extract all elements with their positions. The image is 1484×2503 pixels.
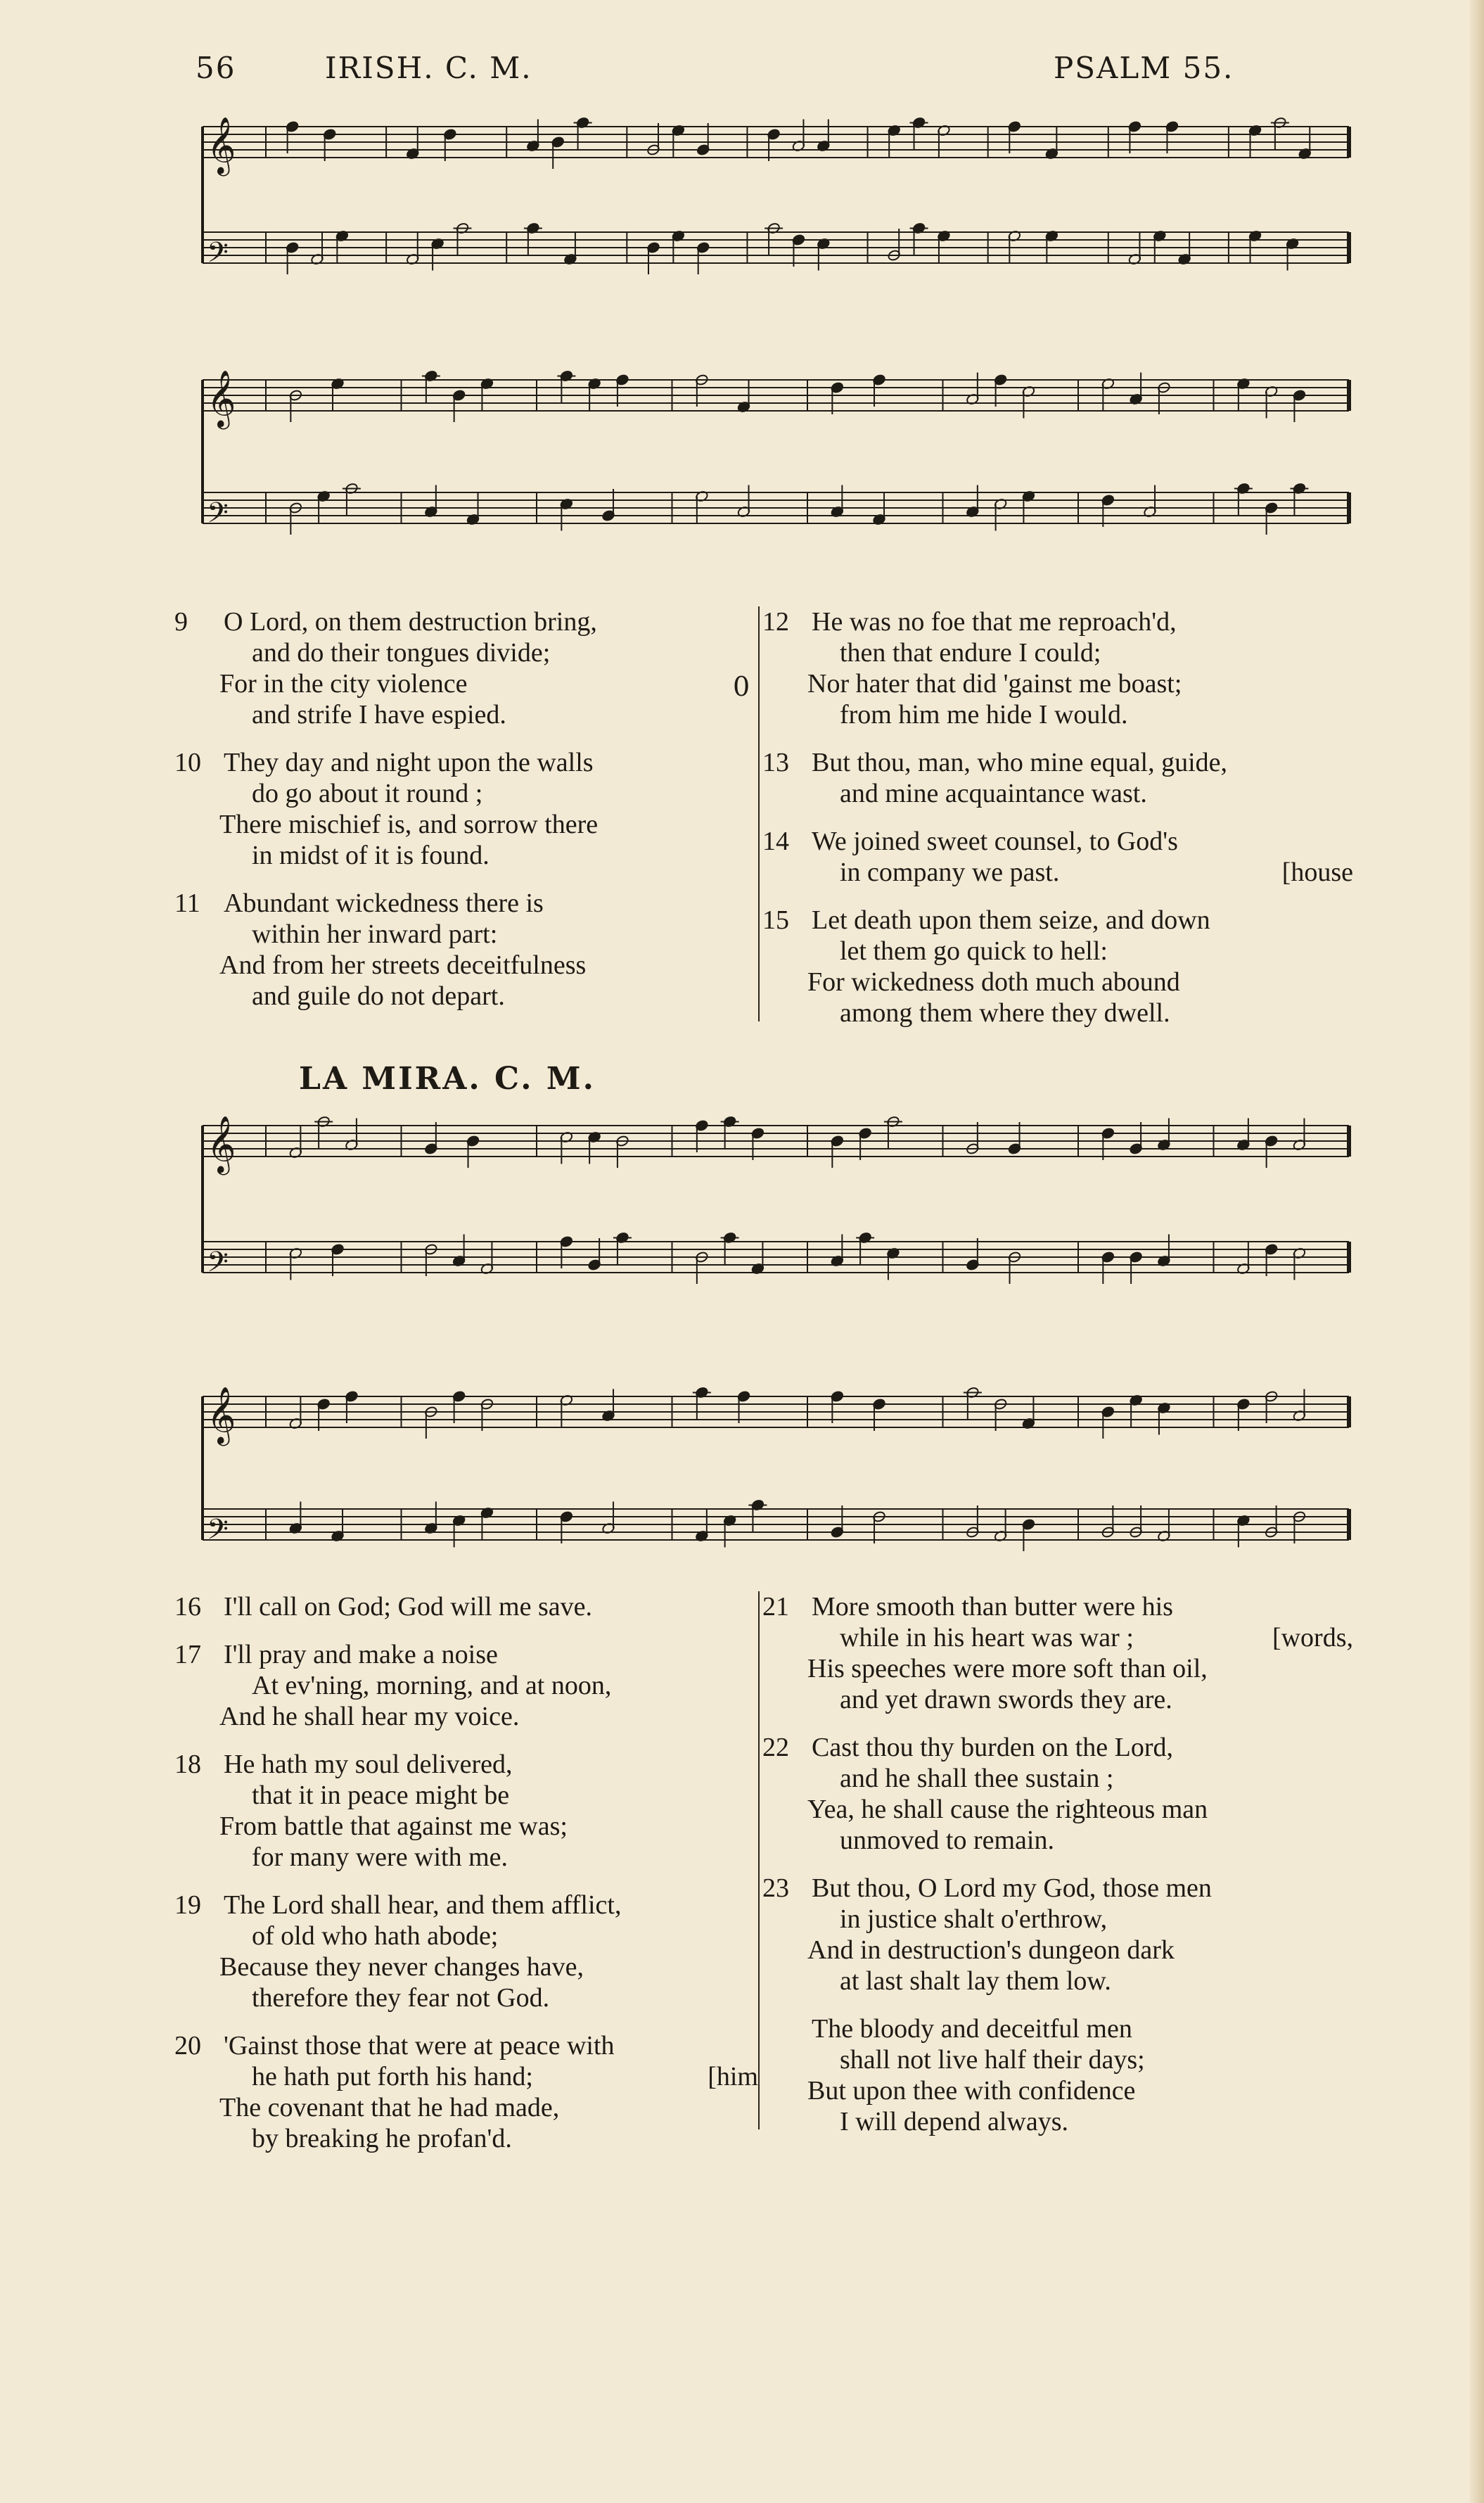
stray-mark: 0	[733, 671, 750, 702]
verse-line: His speeches were more soft than oil,	[807, 1654, 1208, 1683]
verse-line: and mine acquaintance wast.	[840, 779, 1147, 808]
verse-number: 14	[762, 827, 789, 856]
verses-psalm55-left	[174, 606, 758, 1028]
verse-line: He hath my soul delivered, 18	[174, 1750, 513, 1779]
verse-line: I'll call on God; God will me save. 16	[174, 1592, 592, 1622]
staff-svg	[188, 352, 1356, 577]
verse-line: But upon thee with confidence	[807, 2076, 1136, 2106]
stanza	[762, 1873, 1353, 1996]
verse-line: From battle that against me was;	[219, 1811, 568, 1841]
stanza	[174, 1890, 758, 2013]
treble-clef-icon: 𝄞	[207, 1386, 236, 1444]
page-header	[0, 51, 1484, 100]
verse-line: and do their tongues divide;	[252, 638, 551, 668]
verse-line: do go about it round ;	[252, 779, 483, 808]
music-system-lamira-2	[188, 1368, 1356, 1593]
verse-line: For in the city violence	[219, 669, 468, 699]
verse-line: Nor hater that did 'gainst me boast;	[807, 669, 1182, 699]
page-number: 56	[196, 51, 236, 85]
staff-svg	[188, 98, 1356, 310]
treble-clef-icon: 𝄞	[207, 369, 236, 427]
verse-line: for many were with me.	[252, 1842, 508, 1872]
verse-line: and yet drawn swords they are.	[840, 1685, 1172, 1714]
verse-line: Cast thou thy burden on the Lord, 22	[762, 1733, 1173, 1762]
verse-line: But thou, O Lord my God, those men 23	[762, 1873, 1212, 1903]
treble-clef-icon: 𝄞	[207, 116, 236, 174]
staff-svg	[188, 1097, 1356, 1330]
treble-clef-icon: 𝄞	[207, 1115, 236, 1173]
stanza	[762, 1732, 1353, 1856]
verse-line: and guile do not depart.	[252, 981, 505, 1011]
verse-line: therefore they fear not God.	[252, 1983, 550, 2013]
stanza	[174, 1639, 758, 1732]
overflow-word: [house	[1281, 858, 1353, 887]
bass-clef-icon: 𝄢	[207, 1246, 229, 1285]
tune-title-la-mira: LA MIRA. C. M.	[299, 1061, 596, 1097]
stanza	[174, 1749, 758, 1873]
verse-number: 17	[174, 1640, 201, 1669]
verse-line: There mischief is, and sorrow there	[219, 810, 599, 839]
verse-line: unmoved to remain.	[840, 1826, 1054, 1855]
verse-number: 22	[762, 1733, 789, 1762]
verse-line: And he shall hear my voice.	[219, 1702, 520, 1731]
verse-line: from him me hide I would.	[840, 700, 1128, 730]
verse-line: in company we past.	[840, 858, 1060, 887]
verse-line: I will depend always.	[840, 2107, 1069, 2136]
verse-line: At ev'ning, morning, and at noon,	[252, 1671, 612, 1700]
verse-line: that it in peace might be	[252, 1781, 510, 1810]
verse-line: More smooth than butter were his 21 [words,	[762, 1592, 1353, 1652]
verse-line: The bloody and deceitful men	[812, 2014, 1132, 2044]
stanza	[762, 2013, 1353, 2137]
verse-number: 23	[762, 1873, 789, 1903]
verse-line: The covenant that he had made,	[219, 2093, 560, 2122]
stanza	[174, 747, 758, 871]
verse-line: For wickedness doth much abound	[807, 967, 1180, 997]
verse-line: by breaking he profan'd.	[252, 2124, 512, 2153]
music-system-irish-1	[188, 98, 1356, 310]
overflow-word: [him	[708, 2062, 758, 2091]
verse-number: 9	[174, 607, 188, 637]
music-system-lamira-1	[188, 1097, 1356, 1330]
verse-line: within her inward part:	[252, 919, 498, 949]
verse-number: 20	[174, 2031, 201, 2061]
verse-number: 21	[762, 1592, 789, 1622]
verse-line: The Lord shall hear, and them afflict, 19	[174, 1890, 622, 1920]
psalm-heading: PSALM 55.	[1054, 51, 1234, 85]
bass-clef-icon: 𝄢	[207, 236, 229, 276]
column-divider	[758, 606, 760, 1021]
verse-line: Yea, he shall cause the righteous man	[807, 1795, 1208, 1824]
verse-line: then that endure I could;	[840, 638, 1101, 668]
page-edge	[1470, 0, 1484, 2503]
verses-psalm55-right	[762, 606, 1353, 1045]
overflow-word: [words,	[1272, 1623, 1353, 1652]
verses-lamira-left	[174, 1591, 758, 2171]
verse-line: Let death upon them seize, and down 15	[762, 905, 1210, 935]
stanza	[174, 606, 758, 730]
verse-number: 13	[762, 748, 789, 777]
verse-line: among them where they dwell.	[840, 998, 1170, 1028]
stanza	[174, 1591, 758, 1622]
stanza	[762, 1591, 1353, 1715]
verse-line: He was no foe that me reproach'd, 12	[762, 607, 1177, 637]
verse-number: 11	[174, 889, 200, 918]
verse-line: I'll pray and make a noise 17	[174, 1640, 498, 1669]
verse-line: shall not live half their days;	[840, 2045, 1145, 2075]
verse-line: and strife I have espied.	[252, 700, 506, 730]
verse-number: 12	[762, 607, 789, 637]
verse-line: We joined sweet counsel, to God's 14 [house	[762, 827, 1353, 887]
verse-line: Abundant wickedness there is 11	[174, 889, 544, 918]
verse-line: 'Gainst those that were at peace with 20 [him	[174, 2031, 758, 2091]
stanza	[762, 826, 1353, 888]
verse-line: while in his heart was war ;	[840, 1623, 1134, 1652]
tune-title-irish: IRISH. C. M.	[325, 51, 532, 85]
bass-clef-icon: 𝄢	[207, 497, 229, 536]
stanza	[174, 2030, 758, 2154]
staff-svg	[188, 1368, 1356, 1593]
verse-number: 18	[174, 1750, 201, 1779]
verse-line: But thou, man, who mine equal, guide, 13	[762, 748, 1228, 777]
music-system-irish-2	[188, 352, 1356, 577]
verse-line: And in destruction's dungeon dark	[807, 1935, 1175, 1965]
verse-line: in midst of it is found.	[252, 841, 490, 870]
verse-line: And from her streets deceitfulness	[219, 950, 587, 980]
column-divider	[758, 1591, 760, 2129]
stanza	[174, 888, 758, 1012]
stanza	[762, 905, 1353, 1028]
verse-number: 10	[174, 748, 201, 777]
verse-number: 15	[762, 905, 789, 935]
verse-line: They day and night upon the walls 10	[174, 748, 594, 777]
verse-line: let them go quick to hell:	[840, 936, 1108, 966]
verse-line: of old who hath abode;	[252, 1921, 499, 1951]
verse-line: O Lord, on them destruction bring, 9	[174, 607, 597, 637]
stanza	[762, 606, 1353, 730]
bass-clef-icon: 𝄢	[207, 1513, 229, 1553]
verse-line: at last shalt lay them low.	[840, 1966, 1111, 1996]
verses-lamira-right	[762, 1591, 1353, 2154]
verse-number: 16	[174, 1592, 201, 1622]
verse-line: Because they never changes have,	[219, 1952, 584, 1982]
verse-line: in justice shalt o'erthrow,	[840, 1904, 1108, 1934]
verse-number: 19	[174, 1890, 201, 1920]
stanza	[762, 747, 1353, 809]
verse-line: and he shall thee sustain ;	[840, 1764, 1114, 1793]
verse-line: he hath put forth his hand;	[252, 2062, 533, 2091]
